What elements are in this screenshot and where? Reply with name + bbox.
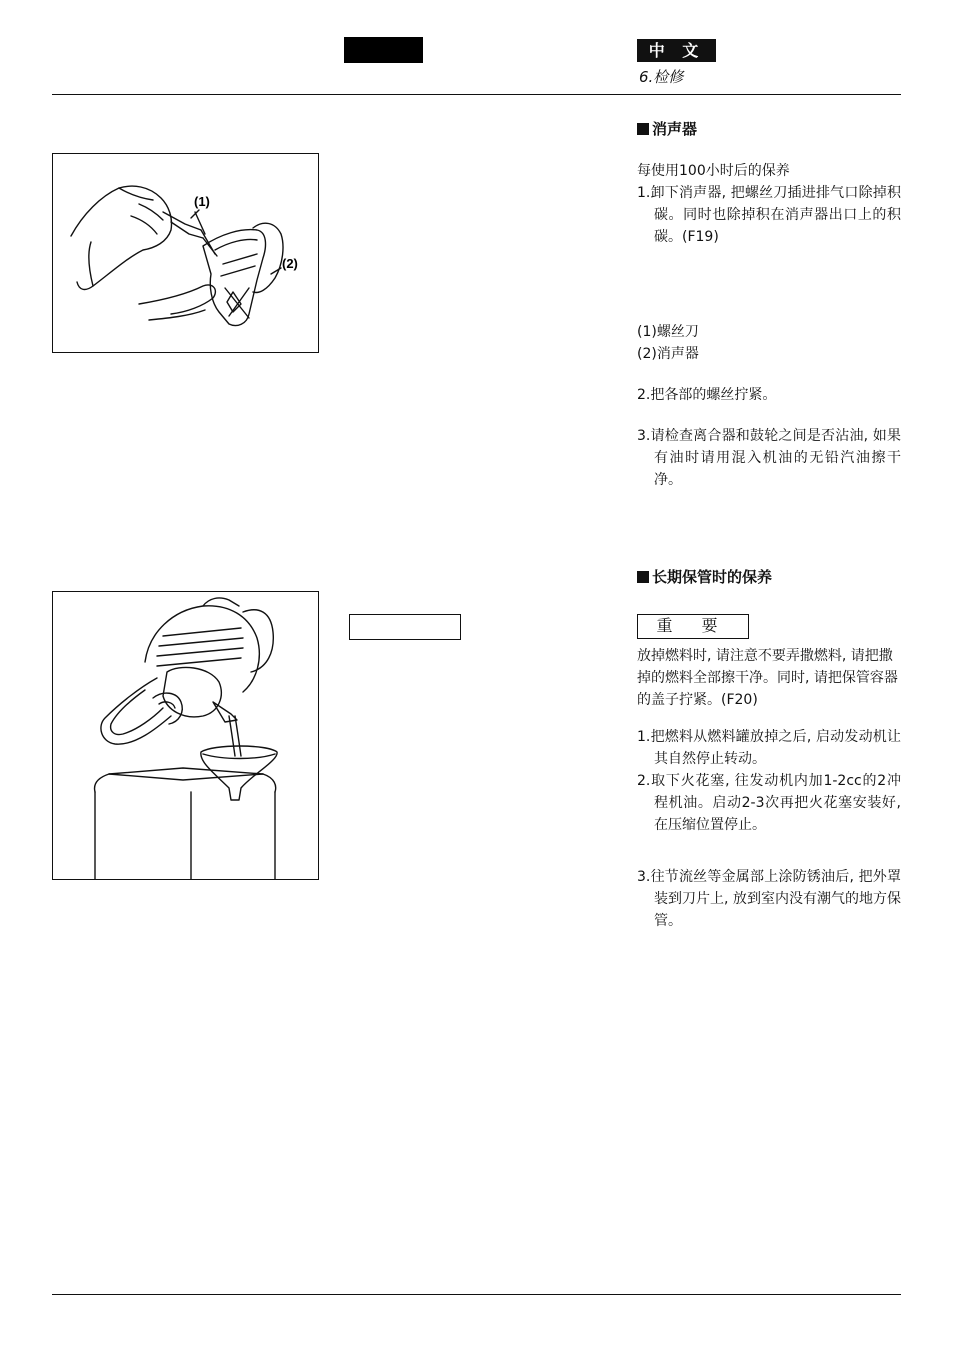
bottom-rule (52, 1294, 901, 1295)
figure-fuel-draining (52, 591, 319, 880)
muffler-intro: 每使用100小时后的保养 (637, 163, 790, 179)
storage-step-1: 1.把燃料从燃料罐放掉之后, 启动发动机让其自然停止转动。 (637, 729, 901, 767)
top-rule (52, 94, 901, 95)
square-bullet-icon (637, 571, 649, 583)
fuel-drain-illustration (53, 592, 318, 879)
storage-heading-text: 长期保管时的保养 (652, 568, 773, 586)
muffler-step-1: 1.卸下消声器, 把螺丝刀插进排气口除掉积碳。同时也除掉积在消声器出口上的积碳。(F19) (637, 185, 901, 245)
important-text: 放掉燃料时, 请注意不要弄撒燃料, 请把撒掉的燃料全部擦干净。同时, 请把保管容器的盖子拧紧。(F20) (637, 648, 898, 708)
blank-label-box (349, 614, 461, 640)
muffler-heading (637, 118, 901, 140)
muffler-legend (637, 321, 901, 365)
storage-step-3-block (637, 866, 901, 932)
language-badge: 中 文 (637, 39, 716, 62)
square-bullet-icon (637, 123, 649, 135)
storage-step-2: 2.取下火花塞, 往发动机内加1-2cc的2冲程机油。启动2-3次再把火花塞安装好, 在压缩位置停止。 (637, 773, 901, 833)
storage-step-3: 3.往节流丝等金属部上涂防锈油后, 把外罩装到刀片上, 放到室内没有潮气的地方保管。 (637, 869, 901, 929)
muffler-heading-text: 消声器 (652, 120, 698, 138)
muffler-step-2: 2.把各部的螺丝拧紧。 (637, 387, 777, 403)
important-label: 重 要 (637, 614, 749, 639)
storage-steps (637, 726, 901, 836)
callout-1: (1) (194, 194, 210, 209)
muffler-step-2-block (637, 384, 901, 406)
legend-screwdriver: (1)螺丝刀 (637, 324, 699, 340)
legend-muffler: (2)消声器 (637, 346, 699, 362)
chapter-title: 6.检修 (639, 68, 684, 86)
muffler-step-3: 3.请检查离合器和鼓轮之间是否沾油, 如果有油时请用混入机油的无铅汽油擦干净。 (637, 428, 901, 488)
muffler-intro-block (637, 160, 901, 248)
header-black-bar (344, 37, 423, 63)
storage-heading (637, 566, 901, 588)
figure-muffler-cleaning (52, 153, 319, 353)
callout-2: (2) (282, 256, 298, 271)
muffler-illustration (53, 154, 318, 352)
muffler-step-3-block (637, 425, 901, 491)
